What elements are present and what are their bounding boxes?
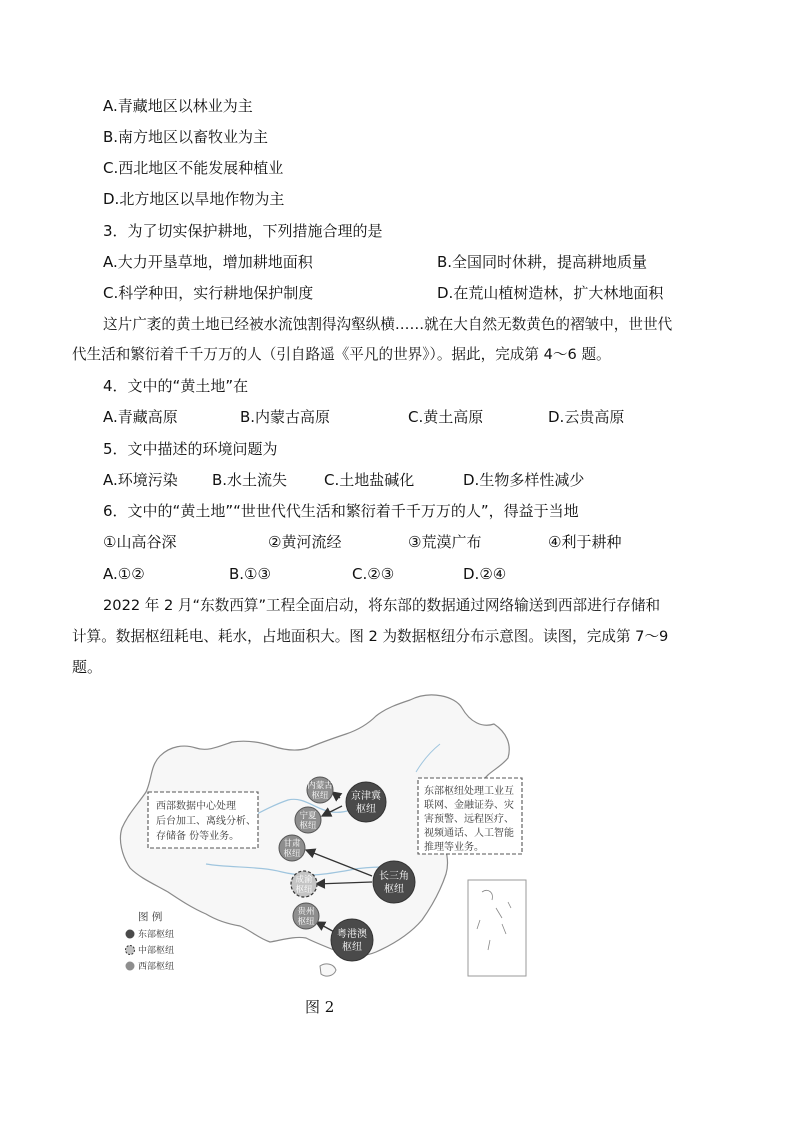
q5-option-a: A.环境污染 (103, 471, 178, 489)
hub-chengyu-name: 成渝 (295, 875, 313, 885)
q5-option-b: B.水土流失 (212, 471, 288, 489)
q4-option-d: D.云贵高原 (548, 408, 625, 426)
hub-yuegangao-name: 粤港澳 (337, 929, 367, 940)
hub-jingjinji (346, 782, 386, 822)
hub-guizhou (293, 903, 319, 929)
map-legend (126, 910, 175, 972)
hub-guizhou-suffix: 枢纽 (297, 917, 315, 927)
q5-option-d: D.生物多样性减少 (463, 471, 585, 489)
q6-option-a: A.①② (103, 565, 145, 583)
q6-item-3: ③荒漠广布 (408, 533, 482, 551)
legend-title: 图 例 (138, 911, 163, 923)
hub-ningxia-name: 宁夏 (299, 811, 317, 821)
west-info-line1: 西部数据中心处理 (156, 801, 236, 812)
q6-item-1: ①山高谷深 (103, 533, 177, 551)
hub-changsanjiao (373, 861, 415, 903)
q2-option-c: C.西北地区不能发展种植业 (103, 159, 284, 177)
q3-option-a: A.大力开垦草地，增加耕地面积 (103, 253, 313, 271)
q2-option-d: D.北方地区以旱地作物为主 (103, 190, 285, 208)
passage1-line2: 代生活和繁衍着千千万万的人（引自路遥《平凡的世界》）。据此，完成第 4～6 题。 (72, 346, 611, 363)
hub-neimenggu-suffix: 枢纽 (311, 791, 329, 801)
legend-east: 东部枢纽 (138, 930, 175, 940)
hub-yuegangao (331, 919, 373, 961)
hainan-island (320, 964, 336, 976)
q6-option-b: B.①③ (229, 565, 271, 583)
q4-stem: 4．文中的“黄土地”在 (103, 377, 249, 395)
hub-ningxia (295, 807, 321, 833)
hub-gansu (279, 835, 305, 861)
hub-yuegangao-suffix: 枢纽 (342, 942, 362, 953)
east-info-line2: 联网、金融证券、灾 (424, 800, 514, 811)
hub-changsanjiao-suffix: 枢纽 (384, 884, 404, 895)
east-info-line1: 东部枢纽处理工业互 (424, 786, 514, 797)
east-info-line5: 推理等业务。 (424, 842, 484, 853)
q5-stem: 5．文中描述的环境问题为 (103, 440, 278, 458)
q6-item-2: ②黄河流经 (268, 533, 342, 551)
east-info-line4: 视频通话、人工智能 (424, 828, 514, 839)
data-hub-map (110, 688, 530, 986)
hub-gansu-name: 甘肃 (283, 839, 301, 849)
q3-option-c: C.科学种田，实行耕地保护制度 (103, 284, 314, 302)
q3-stem: 3．为了切实保护耕地，下列措施合理的是 (103, 222, 383, 240)
q4-option-c: C.黄土高原 (408, 408, 484, 426)
hub-jingjinji-name: 京津冀 (351, 791, 381, 802)
q5-option-c: C.土地盐碱化 (324, 471, 415, 489)
q2-option-a: A.青藏地区以林业为主 (103, 97, 253, 115)
passage2-line1: 2022 年 2 月“东数西算”工程全面启动，将东部的数据通过网络输送到西部进行存储和 (103, 597, 661, 614)
q6-item-4: ④利于耕种 (548, 533, 622, 551)
q6-stem: 6．文中的“黄土地”“世世代代生活和繁衍着千千万万的人”，得益于当地 (103, 502, 579, 520)
legend-central: 中部枢纽 (138, 946, 175, 956)
east-info-line3: 害预警、远程医疗、 (424, 814, 514, 825)
figure-caption: 图 2 (305, 998, 335, 1016)
legend-west: 西部枢纽 (138, 962, 175, 972)
q2-option-b: B.南方地区以畜牧业为主 (103, 128, 269, 146)
hub-chengyu (291, 871, 317, 897)
passage1-line1: 这片广袤的黄土地已经被水流蚀割得沟壑纵横……就在大自然无数黄色的褶皱中，世世代 (103, 316, 673, 333)
west-info-line3: 存储备 份等业务。 (156, 831, 240, 842)
q3-option-d: D.在荒山植树造林，扩大林地面积 (437, 284, 664, 302)
hub-neimenggu (307, 777, 333, 803)
q4-option-b: B.内蒙古高原 (240, 408, 331, 426)
hub-chengyu-suffix: 枢纽 (295, 885, 313, 895)
passage2-line3: 题。 (72, 658, 103, 676)
q3-option-b: B.全国同时休耕，提高耕地质量 (437, 253, 648, 271)
q6-option-c: C.②③ (352, 565, 395, 583)
hub-changsanjiao-name: 长三角 (379, 871, 409, 882)
hub-guizhou-name: 贵州 (297, 907, 315, 917)
q4-option-a: A.青藏高原 (103, 408, 178, 426)
passage2-line2: 计算。数据枢纽耗电、耗水，占地面积大。图 2 为数据枢纽分布示意图。读图，完成第 7～9 (72, 628, 669, 645)
q6-option-d: D.②④ (463, 565, 507, 583)
hub-jingjinji-suffix: 枢纽 (356, 804, 376, 815)
hub-neimenggu-name: 内蒙古 (307, 781, 333, 791)
south-sea-inset (468, 880, 526, 976)
hub-gansu-suffix: 枢纽 (283, 849, 301, 859)
west-info-line2: 后台加工、离线分析、 (156, 816, 256, 827)
hub-ningxia-suffix: 枢纽 (299, 821, 317, 831)
